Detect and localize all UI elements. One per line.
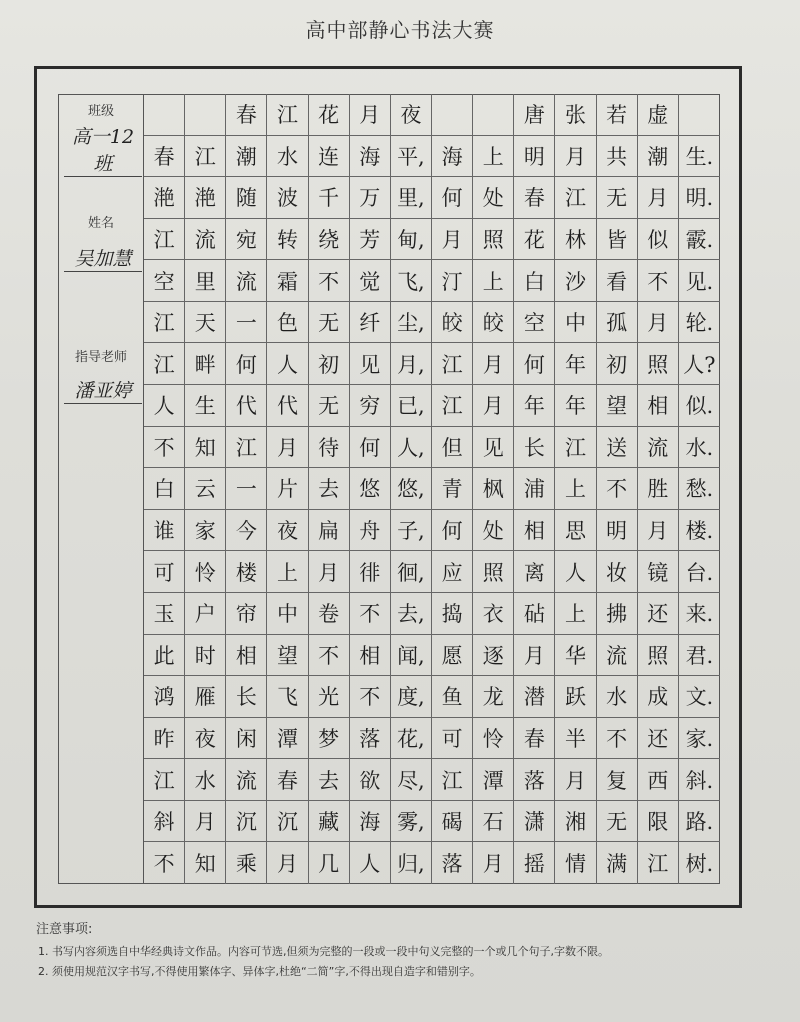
grid-row: [144, 385, 720, 427]
grid-cell: 跃: [555, 676, 596, 717]
grid-row: [144, 510, 720, 552]
grid-cell: 月: [473, 842, 514, 884]
grid-cell: 花,: [391, 718, 432, 759]
grid-cell: 还: [638, 593, 679, 634]
grid-cell: 衣: [473, 593, 514, 634]
grid-cell: 碣: [432, 801, 473, 842]
grid-cell: 斜: [144, 801, 185, 842]
grid-cell: 扁: [309, 510, 350, 551]
grid-cell: 悠,: [391, 468, 432, 509]
grid-cell: 海: [350, 136, 391, 177]
grid-cell: 潮: [638, 136, 679, 177]
grid-cell: 张: [555, 94, 596, 135]
grid-cell: 光: [309, 676, 350, 717]
grid-cell: 不: [309, 260, 350, 301]
grid-cell: 流: [597, 635, 638, 676]
grid-cell: 人: [350, 842, 391, 884]
grid-row: [144, 427, 720, 469]
grid-cell: 待: [309, 427, 350, 468]
grid-cell: 长: [226, 676, 267, 717]
grid-cell: 不: [350, 593, 391, 634]
grid-cell: 月,: [391, 343, 432, 384]
grid-cell: 芳: [350, 219, 391, 260]
grid-cell: 轮.: [685, 311, 714, 336]
grid-cell: 不: [597, 718, 638, 759]
grid-cell: 夜: [185, 718, 226, 759]
grid-cell: 水: [597, 676, 638, 717]
grid-cell: 镜: [638, 551, 679, 592]
grid-cell: 斜.: [685, 768, 714, 793]
grid-cell: 初: [309, 343, 350, 384]
grid-cell: 户: [185, 593, 226, 634]
grid-cell: 怜: [185, 551, 226, 592]
grid-cell: 还: [638, 718, 679, 759]
grid-cell: 绕: [309, 219, 350, 260]
document-title: 高中部静心书法大赛: [305, 18, 495, 42]
grid-cell: 限: [638, 801, 679, 842]
grid-cell: 江: [555, 177, 596, 218]
grid-cell: 年: [555, 385, 596, 426]
grid-cell: 月: [514, 635, 555, 676]
grid-cell: 海: [432, 136, 473, 177]
grid-cell: 何: [350, 427, 391, 468]
grid-cell: 处: [473, 510, 514, 551]
grid-cell: 沙: [555, 260, 596, 301]
grid-cell: 片: [267, 468, 308, 509]
grid-cell: 代: [226, 385, 267, 426]
grid-cell: 照: [473, 219, 514, 260]
grid-cell: 霰.: [685, 228, 714, 253]
grid-cell: 照: [473, 551, 514, 592]
grid-cell: 江: [144, 343, 185, 384]
grid-cell: 不: [350, 676, 391, 717]
grid-cell: 逐: [473, 635, 514, 676]
grid-row: [144, 136, 720, 178]
grid-cell: 知: [185, 427, 226, 468]
grid-cell: 滟: [144, 177, 185, 218]
grid-cell: 情: [555, 842, 596, 884]
grid-cell: 初: [597, 343, 638, 384]
grid-cell: 时: [185, 635, 226, 676]
grid-cell: 江: [144, 302, 185, 343]
grid-cell: 可: [432, 718, 473, 759]
name-value: 吴加慧: [64, 244, 142, 272]
grid-cell: 无: [309, 385, 350, 426]
grid-cell: 拂: [597, 593, 638, 634]
grid-cell: 江: [432, 385, 473, 426]
grid-cell: 若: [597, 94, 638, 135]
grid-cell: 摇: [514, 842, 555, 884]
grid-cell: 子,: [391, 510, 432, 551]
grid-cell: 流: [226, 759, 267, 800]
grid-cell: 文.: [685, 685, 714, 710]
grid-cell: 似: [638, 219, 679, 260]
grid-cell: 离: [514, 551, 555, 592]
grid-row: [144, 468, 720, 510]
grid-cell: 愁.: [685, 477, 714, 502]
grid-cell: 中: [267, 593, 308, 634]
grid-cell: 君.: [685, 643, 714, 668]
grid-cell: [432, 94, 473, 135]
grid-cell: 林: [555, 219, 596, 260]
grid-cell: 江: [432, 759, 473, 800]
grid-cell: 照: [638, 635, 679, 676]
grid-cell: 花: [514, 219, 555, 260]
grid-cell: 看: [597, 260, 638, 301]
grid-cell: 转: [267, 219, 308, 260]
grid-cell: 昨: [144, 718, 185, 759]
grid-cell: [679, 94, 720, 135]
grid-cell: 皎: [432, 302, 473, 343]
grid-cell: 此: [144, 635, 185, 676]
grid-cell: 月: [350, 94, 391, 135]
grid-cell: 胜: [638, 468, 679, 509]
grid-cell: 人: [267, 343, 308, 384]
grid-cell: 梦: [309, 718, 350, 759]
grid-row: [144, 219, 720, 261]
grid-cell: 潮: [226, 136, 267, 177]
grid-cell: 里,: [391, 177, 432, 218]
grid-cell: 月: [638, 302, 679, 343]
grid-cell: 上: [267, 551, 308, 592]
grid-cell: 汀: [432, 260, 473, 301]
grid-cell: 上: [473, 136, 514, 177]
grid-cell: 上: [473, 260, 514, 301]
grid-cell: 霜: [267, 260, 308, 301]
grid-cell: 湘: [555, 801, 596, 842]
grid-cell: 处: [473, 177, 514, 218]
grid-cell: 相: [514, 510, 555, 551]
grid-cell: 鸿: [144, 676, 185, 717]
grid-cell: 唐: [514, 94, 555, 135]
grid-cell: 月: [638, 177, 679, 218]
grid-cell: 去: [309, 468, 350, 509]
grid-cell: 复: [597, 759, 638, 800]
grid-cell: 空: [144, 260, 185, 301]
grid-cell: 人: [144, 385, 185, 426]
grid-cell: 夜: [391, 94, 432, 135]
teacher-value: 潘亚婷: [64, 376, 142, 404]
grid-cell: 共: [597, 136, 638, 177]
grid-cell: 砧: [514, 593, 555, 634]
grid-cell: 月: [473, 343, 514, 384]
grid-cell: 月: [267, 427, 308, 468]
grid-cell: 飞,: [391, 260, 432, 301]
grid-cell: 上: [555, 593, 596, 634]
grid-cell: 花: [309, 94, 350, 135]
grid-cell: 妆: [597, 551, 638, 592]
grid-cell: 江: [267, 94, 308, 135]
grid-cell: 已,: [391, 385, 432, 426]
grid-cell: 江: [638, 842, 679, 884]
grid-cell: 江: [226, 427, 267, 468]
grid-cell: 见: [350, 343, 391, 384]
info-column: [58, 94, 144, 884]
grid-cell: 闲: [226, 718, 267, 759]
grid-cell: 人: [555, 551, 596, 592]
notes-heading: 注意事项:: [36, 922, 93, 937]
grid-row: [144, 718, 720, 760]
grid-row: [144, 759, 720, 801]
grid-cell: 水: [267, 136, 308, 177]
grid-cell: 应: [432, 551, 473, 592]
teacher-label: 指导老师: [74, 350, 127, 365]
grid-cell: 楼: [226, 551, 267, 592]
grid-cell: 月: [473, 385, 514, 426]
grid-cell: 鱼: [432, 676, 473, 717]
grid-cell: 相: [226, 635, 267, 676]
grid-cell: 春: [226, 94, 267, 135]
grid-cell: 舟: [350, 510, 391, 551]
grid-cell: 中: [555, 302, 596, 343]
grid-cell: 江: [555, 427, 596, 468]
grid-cell: 畔: [185, 343, 226, 384]
grid-cell: 何: [226, 343, 267, 384]
grid-cell: 年: [514, 385, 555, 426]
grid-cell: 送: [597, 427, 638, 468]
grid-cell: 空: [514, 302, 555, 343]
grid-cell: 沉: [226, 801, 267, 842]
grid-cell: 平,: [391, 136, 432, 177]
grid-cell: 去,: [391, 593, 432, 634]
grid-cell: 家: [185, 510, 226, 551]
grid-cell: 不: [638, 260, 679, 301]
grid-cell: 路.: [685, 810, 714, 835]
grid-cell: 可: [144, 551, 185, 592]
grid-cell: 藏: [309, 801, 350, 842]
grid-cell: 见.: [685, 269, 714, 294]
grid-cell: 里: [185, 260, 226, 301]
grid-row: [144, 593, 720, 635]
grid-cell: 万: [350, 177, 391, 218]
grid-cell: 潭: [473, 759, 514, 800]
note-item: 1. 书写内容须选自中华经典诗文作品。内容可节选,但须为完整的一段或一段中句义完整的一个或几个句子,字数不限。: [38, 945, 609, 958]
grid-cell: 月: [638, 510, 679, 551]
grid-cell: 落: [514, 759, 555, 800]
grid-cell: 玉: [144, 593, 185, 634]
grid-cell: 流: [185, 219, 226, 260]
grid-cell: 觉: [350, 260, 391, 301]
grid-cell: 春: [514, 718, 555, 759]
grid-cell: 枫: [473, 468, 514, 509]
grid-row: [144, 676, 720, 718]
grid-cell: 天: [185, 302, 226, 343]
grid-cell: 纤: [350, 302, 391, 343]
grid-cell: 似.: [685, 394, 714, 419]
grid-cell: 台.: [685, 560, 714, 585]
grid-cell: 乘: [226, 842, 267, 884]
grid-row: [144, 842, 720, 884]
grid-cell: 皆: [597, 219, 638, 260]
grid-cell: 来.: [685, 602, 714, 627]
grid-cell: 月: [309, 551, 350, 592]
grid-cell: 宛: [226, 219, 267, 260]
grid-cell: 上: [555, 468, 596, 509]
grid-cell: 代: [267, 385, 308, 426]
grid-row: [144, 343, 720, 385]
grid-cell: 卷: [309, 593, 350, 634]
grid-cell: 几: [309, 842, 350, 884]
grid-cell: 帘: [226, 593, 267, 634]
grid-cell: 但: [432, 427, 473, 468]
grid-cell: 白: [514, 260, 555, 301]
grid-cell: 水.: [685, 435, 714, 460]
grid-cell: 江: [432, 343, 473, 384]
grid-cell: 生: [185, 385, 226, 426]
grid-cell: 无: [597, 801, 638, 842]
grid-row: [144, 801, 720, 843]
grid-cell: 明.: [685, 186, 714, 211]
grid-cell: 华: [555, 635, 596, 676]
grid-cell: 家.: [685, 726, 714, 751]
grid-cell: 望: [597, 385, 638, 426]
grid-cell: 相: [350, 635, 391, 676]
grid-cell: 月: [555, 136, 596, 177]
grid-cell: 半: [555, 718, 596, 759]
class-value: 高一12班: [64, 122, 142, 177]
grid-cell: 望: [267, 635, 308, 676]
grid-cell: 石: [473, 801, 514, 842]
grid-cell: 色: [267, 302, 308, 343]
grid-cell: 度,: [391, 676, 432, 717]
grid-cell: 今: [226, 510, 267, 551]
grid-cell: 落: [350, 718, 391, 759]
grid-cell: 不: [597, 468, 638, 509]
grid-cell: 悠: [350, 468, 391, 509]
grid-cell: 见: [473, 427, 514, 468]
grid-cell: 何: [514, 343, 555, 384]
grid-row: [144, 177, 720, 219]
grid-cell: 欲: [350, 759, 391, 800]
grid-cell: 月: [555, 759, 596, 800]
grid-cell: 明: [514, 136, 555, 177]
grid-cell: 无: [597, 177, 638, 218]
grid-cell: 归,: [391, 842, 432, 884]
grid-cell: 闻,: [391, 635, 432, 676]
grid-row: [144, 260, 720, 302]
name-label: 姓名: [87, 216, 114, 231]
grid-cell: 月: [432, 219, 473, 260]
grid-cell: 不: [309, 635, 350, 676]
grid-cell: 生.: [685, 144, 714, 169]
grid-cell: 去: [309, 759, 350, 800]
grid-cell: 徘: [350, 551, 391, 592]
grid-cell: 孤: [597, 302, 638, 343]
grid-cell: 人,: [391, 427, 432, 468]
grid-cell: 皎: [473, 302, 514, 343]
grid-cell: 白: [144, 468, 185, 509]
grid-cell: 江: [144, 219, 185, 260]
grid-cell: [473, 94, 514, 135]
grid-cell: 一: [226, 468, 267, 509]
grid-cell: 长: [514, 427, 555, 468]
notes-section: [36, 918, 776, 979]
grid-cell: 潜: [514, 676, 555, 717]
grid-cell: 随: [226, 177, 267, 218]
grid-cell: 月: [267, 842, 308, 884]
grid-cell: 树.: [685, 852, 714, 877]
grid-cell: 谁: [144, 510, 185, 551]
grid-cell: 潇: [514, 801, 555, 842]
grid-cell: 青: [432, 468, 473, 509]
grid-cell: 落: [432, 842, 473, 884]
grid-cell: 水: [185, 759, 226, 800]
grid-cell: 浦: [514, 468, 555, 509]
grid-cell: 春: [267, 759, 308, 800]
grid-cell: 相: [638, 385, 679, 426]
grid-cell: 徊,: [391, 551, 432, 592]
class-label: 班级: [87, 104, 114, 119]
grid-cell: 不: [144, 842, 185, 884]
grid-cell: 江: [185, 136, 226, 177]
grid-cell: 尽,: [391, 759, 432, 800]
grid-cell: 楼.: [685, 519, 714, 544]
grid-cell: 潭: [267, 718, 308, 759]
grid-cell: [185, 94, 226, 135]
grid-cell: 飞: [267, 676, 308, 717]
grid-cell: 夜: [267, 510, 308, 551]
grid-cell: 连: [309, 136, 350, 177]
grid-cell: 穷: [350, 385, 391, 426]
grid-cell: 滟: [185, 177, 226, 218]
grid-cell: 何: [432, 177, 473, 218]
note-item: 2. 须使用规范汉字书写,不得使用繁体字、异体字,杜绝“二简”字,不得出现自造字和错别字。: [38, 965, 481, 978]
grid-cell: 不: [144, 427, 185, 468]
grid-cell: 流: [226, 260, 267, 301]
grid-row: [144, 635, 720, 677]
grid-cell: 甸,: [391, 219, 432, 260]
grid-cell: 千: [309, 177, 350, 218]
grid-cell: 思: [555, 510, 596, 551]
grid-cell: 何: [432, 510, 473, 551]
grid-cell: 西: [638, 759, 679, 800]
grid-cell: 满: [597, 842, 638, 884]
grid-cell: 人?: [683, 352, 716, 377]
grid-cell: 流: [638, 427, 679, 468]
grid-cell: [144, 94, 185, 135]
grid-cell: 雁: [185, 676, 226, 717]
writing-grid: [144, 94, 720, 884]
grid-cell: 龙: [473, 676, 514, 717]
grid-cell: 知: [185, 842, 226, 884]
grid-cell: 云: [185, 468, 226, 509]
grid-cell: 捣: [432, 593, 473, 634]
grid-cell: 沉: [267, 801, 308, 842]
grid-cell: 怜: [473, 718, 514, 759]
grid-cell: 月: [185, 801, 226, 842]
grid-row: [144, 551, 720, 593]
grid-cell: 愿: [432, 635, 473, 676]
grid-cell: 江: [144, 759, 185, 800]
grid-cell: 年: [555, 343, 596, 384]
grid-cell: 雾,: [391, 801, 432, 842]
grid-cell: 一: [226, 302, 267, 343]
grid-cell: 波: [267, 177, 308, 218]
grid-cell: 无: [309, 302, 350, 343]
grid-cell: 明: [597, 510, 638, 551]
grid-cell: 虚: [638, 94, 679, 135]
grid-cell: 照: [638, 343, 679, 384]
grid-row: [144, 302, 720, 344]
grid-cell: 成: [638, 676, 679, 717]
grid-row: [144, 94, 720, 136]
grid-cell: 春: [514, 177, 555, 218]
grid-cell: 春: [144, 136, 185, 177]
grid-cell: 尘,: [391, 302, 432, 343]
grid-cell: 海: [350, 801, 391, 842]
